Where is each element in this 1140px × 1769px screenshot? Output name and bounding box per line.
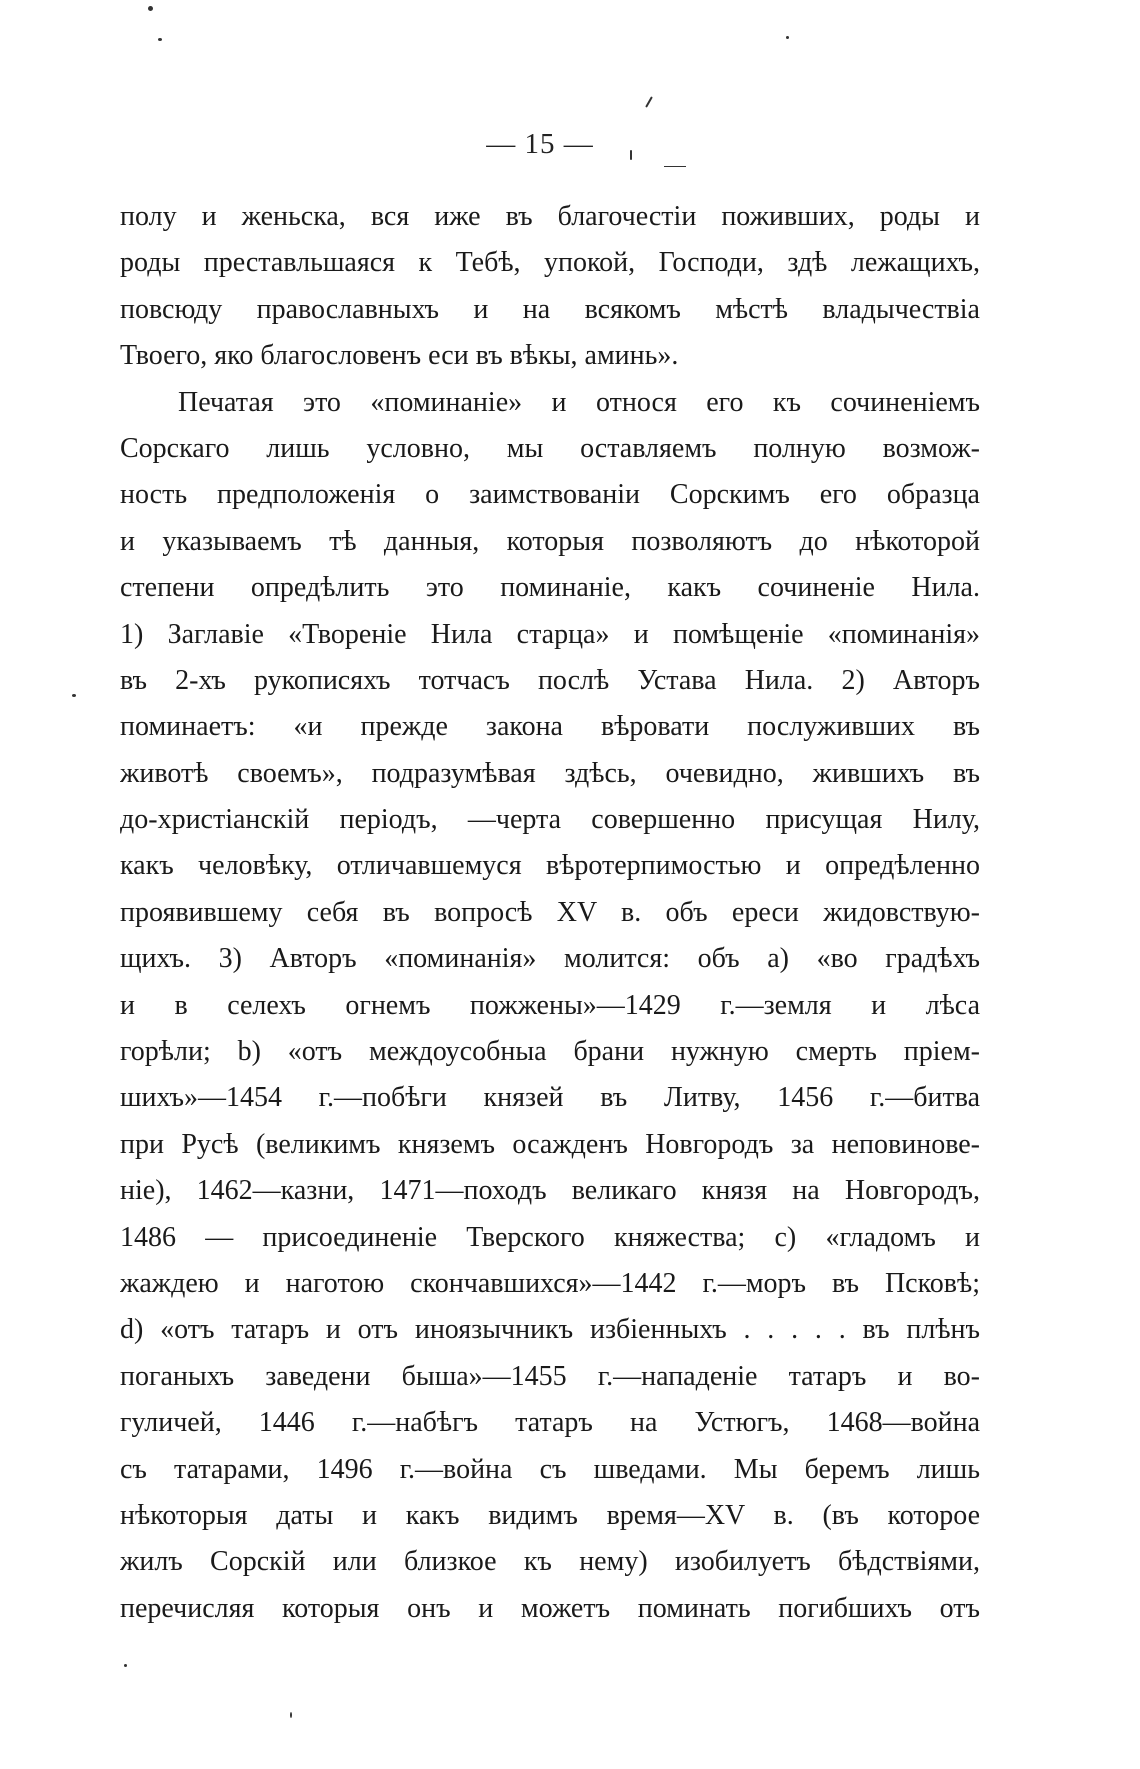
- text-line: d) «отъ татаръ и отъ иноязычникъ избіенныхъ . . . . . въ плѣнъ: [120, 1314, 980, 1346]
- page-number: — 15 —: [486, 128, 594, 160]
- paragraph-first-line: Печатая это «поминаніе» и относя его къ сочиненіемъ: [178, 386, 980, 418]
- text-line: Твоего, яко благословенъ еси въ вѣкы, аминь».: [120, 340, 679, 372]
- text-line: 1) Заглавіе «Твореніе Нила старца» и помѣщеніе «поминанія»: [120, 618, 980, 650]
- scan-speck: [72, 694, 76, 697]
- scan-speck: [158, 38, 162, 41]
- scan-speck: [148, 6, 153, 11]
- text-line: шихъ»—1454 г.—побѣги князей въ Литву, 1456 г.—битва: [120, 1082, 980, 1114]
- text-line: жилъ Сорскій или близкое къ нему) изобилуетъ бѣдствіями,: [120, 1546, 980, 1578]
- text-line: гуличей, 1446 г.—набѣгъ татаръ на Устюгъ, 1468—война: [120, 1407, 980, 1439]
- text-line: Сорскаго лишь условно, мы оставляемъ полную возмож-: [120, 432, 980, 464]
- text-line: горѣли; b) «отъ междоусобныа брани нужную смерть пріем-: [120, 1036, 980, 1068]
- scan-speck: [290, 1712, 292, 1718]
- text-line: перечисляя которыя онъ и можетъ поминать погибшихъ отъ: [120, 1592, 980, 1624]
- body-text: [120, 194, 980, 1632]
- text-line: и указываемъ тѣ данныя, которыя позволяютъ до нѣкоторой: [120, 525, 980, 557]
- text-line: до-христіанскій періодъ, —черта совершенно присущая Нилу,: [120, 804, 980, 836]
- text-line: 1486 — присоединеніе Тверского княжества; c) «гладомъ и: [120, 1221, 980, 1253]
- text-line: какъ человѣку, отличавшемуся вѣротерпимостью и опредѣленно: [120, 850, 980, 882]
- text-line: проявившему себя въ вопросѣ XV в. объ ереси жидовствую-: [120, 896, 980, 928]
- text-line: нѣкоторыя даты и какъ видимъ время—XV в. (въ которое: [120, 1499, 980, 1531]
- scan-speck: [630, 150, 632, 160]
- text-line: въ 2-хъ рукописяхъ тотчасъ послѣ Устава Нила. 2) Авторъ: [120, 664, 980, 696]
- scan-speck: [786, 36, 789, 39]
- scan-speck: [645, 96, 653, 107]
- scan-speck: [124, 1664, 127, 1667]
- text-line: степени опредѣлить это поминаніе, какъ сочиненіе Нила.: [120, 572, 980, 604]
- text-line: поганыхъ заведени быша»—1455 г.—нападеніе татаръ и во-: [120, 1360, 980, 1392]
- text-line: жаждею и наготою скончавшихся»—1442 г.—моръ въ Псковѣ;: [120, 1267, 980, 1299]
- text-line: поминаетъ: «и прежде закона вѣровати послуживших въ: [120, 711, 980, 743]
- text-line: съ татарами, 1496 г.—война съ шведами. Мы беремъ лишь: [120, 1453, 980, 1485]
- text-line: животѣ своемъ», подразумѣвая здѣсь, очевидно, жившихъ въ: [120, 757, 980, 789]
- text-line: повсюду православныхъ и на всякомъ мѣстѣ владычествіа: [120, 293, 980, 325]
- text-line: ніе), 1462—казни, 1471—походъ великаго князя на Новгородъ,: [120, 1175, 980, 1207]
- text-line: и в селехъ огнемъ пожжены»—1429 г.—земля и лѣса: [120, 989, 980, 1021]
- text-line: полу и женьска, вся иже въ благочестіи поживших, роды и: [120, 201, 980, 232]
- text-line: роды преставльшаяся к Тебѣ, упокой, Господи, здѣ лежащихъ,: [120, 247, 980, 279]
- text-line: при Русѣ (великимъ княземъ осажденъ Новгородъ за неповинове-: [120, 1128, 980, 1160]
- text-line: щихъ. 3) Авторъ «поминанія» молится: объ a) «во градѣхъ: [120, 943, 980, 975]
- text-line: ность предположенія о заимствованіи Сорскимъ его образца: [120, 479, 980, 511]
- scan-speck: [664, 166, 686, 167]
